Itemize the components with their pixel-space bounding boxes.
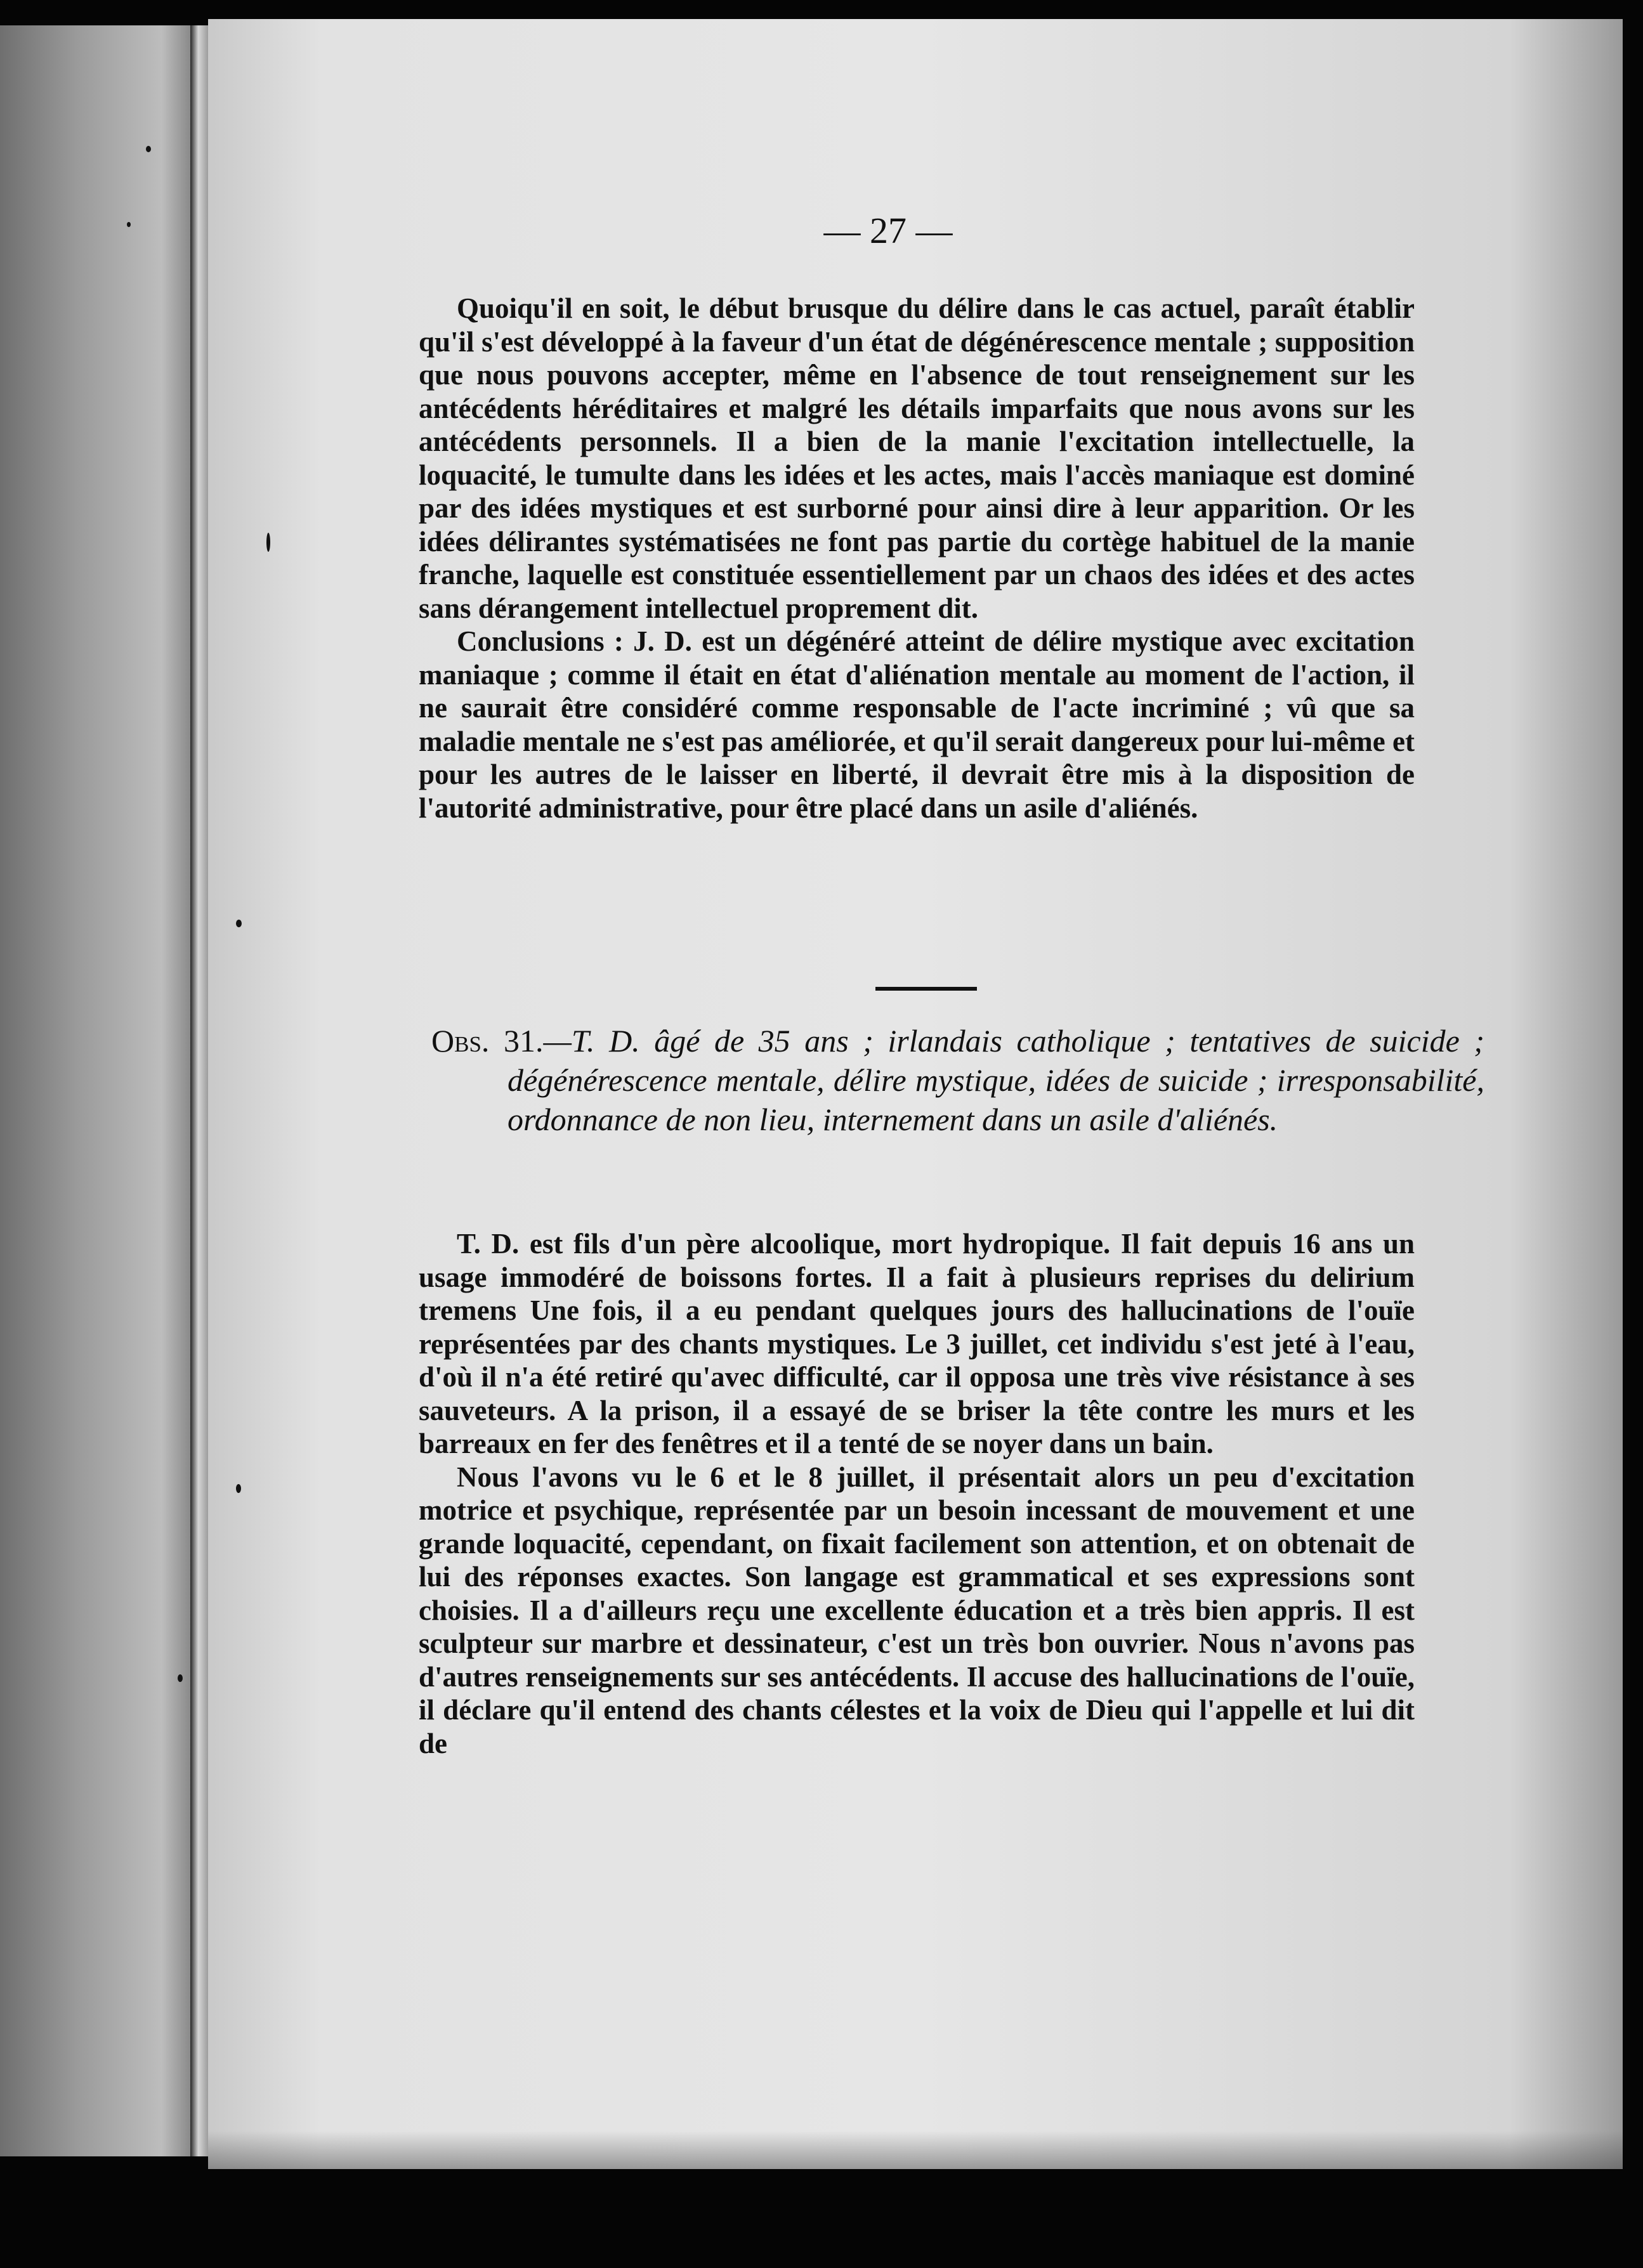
conclusions-paragraph: Conclusions : J. D. est un dégénéré atteint de délire mystique avec excitation maniaque ; comme il était en état d'aliénation mentale au moment de l'action, il ne saurait être considéré comme responsable de l'acte incriminé ; vû que sa maladie mentale ne s'est pas améliorée, et qu'il serait dangereux pour lui-même et pour les autres de le laisser en liberté, il devrait être mis à la disposition de l'autorité administrative, pour être placé dans un asile d'aliénés. xyxy=(419,625,1415,824)
scan-speck xyxy=(178,1674,183,1682)
scan-speck xyxy=(146,146,151,152)
section-divider xyxy=(875,987,977,991)
observation-summary: —T. D. âgé de 35 ans ; irlandais catholique ; tentatives de suicide ; dégénérescence mentale, délire mystique, idées de suicide ; irresponsabilité, ordonnance de non lieu, internement dans un asile d'aliénés. xyxy=(507,1023,1485,1137)
history-paragraph: T. D. est fils d'un père alcoolique, mort hydropique. Il fait depuis 16 ans un usage immodéré de boissons fortes. Il a fait à plusieurs reprises du delirium tremens Une fois, il a eu pendant quelques jours des hallucinations de l'ouïe représentées par des chants mystiques. Le 3 juillet, cet individu s'est jeté à l'eau, d'où il n'a été retiré qu'avec difficulté, car il opposa une très vive résistance à ses sauveteurs. A la prison, il a essayé de se briser la tête contre les murs et les barreaux en fer des fenêtres et il a tenté de se noyer dans un bain. xyxy=(419,1228,1415,1459)
page-gutter xyxy=(190,25,208,2156)
facing-page-margin xyxy=(0,25,190,2156)
scan-speck xyxy=(266,533,270,552)
observation-label: Obs. 31. xyxy=(431,1023,544,1059)
bottom-text-block xyxy=(419,1227,1415,1760)
scan-speck xyxy=(127,222,131,227)
discussion-paragraph: Quoiqu'il en soit, le début brusque du délire dans le cas actuel, paraît établir qu'il s'est développé à la faveur d'un état de dégénérescence mentale ; supposition que nous pouvons accepter, même en l'absence de tout renseignement sur les antécédents héréditaires et malgré les détails imparfaits que nous avons sur les antécédents personnels. Il a bien de la manie l'excitation intellectuelle, la loquacité, le tumulte dans les idées et les actes, mais l'accès maniaque est dominé par des idées mystiques et est surborné pour ainsi dire à leur apparition. Or les idées délirantes systématisées ne font pas partie du cortège habituel de la manie franche, laquelle est constituée essentiellement par un chaos des idées et des actes sans dérangement intellectuel proprement dit. xyxy=(419,292,1415,624)
observation-heading xyxy=(431,1021,1484,1139)
scan-speck xyxy=(236,1484,241,1493)
top-text-block xyxy=(419,292,1415,824)
page-bottom-shadow xyxy=(208,2131,1623,2169)
page-number: — 27 — xyxy=(823,210,953,251)
examination-paragraph: Nous l'avons vu le 6 et le 8 juillet, il présentait alors un peu d'excitation motrice et psychique, représentée par un besoin incessant de mouvement et une grande loquacité, cependant, on fixait facilement son attention, et on obtenait de lui des réponses exactes. Son langage est grammatical et ses expressions sont choisies. Il a d'ailleurs reçu une excellente éducation et a très bien appris. Il est sculpteur sur marbre et dessinateur, c'est un très bon ouvrier. Nous n'avons pas d'autres renseignements sur ses antécédents. Il accuse des hallucinations de l'ouïe, il déclare qu'il entend des chants célestes et la voix de Dieu qui l'appelle et lui dit de xyxy=(419,1461,1415,1759)
scan-speck xyxy=(236,920,242,927)
